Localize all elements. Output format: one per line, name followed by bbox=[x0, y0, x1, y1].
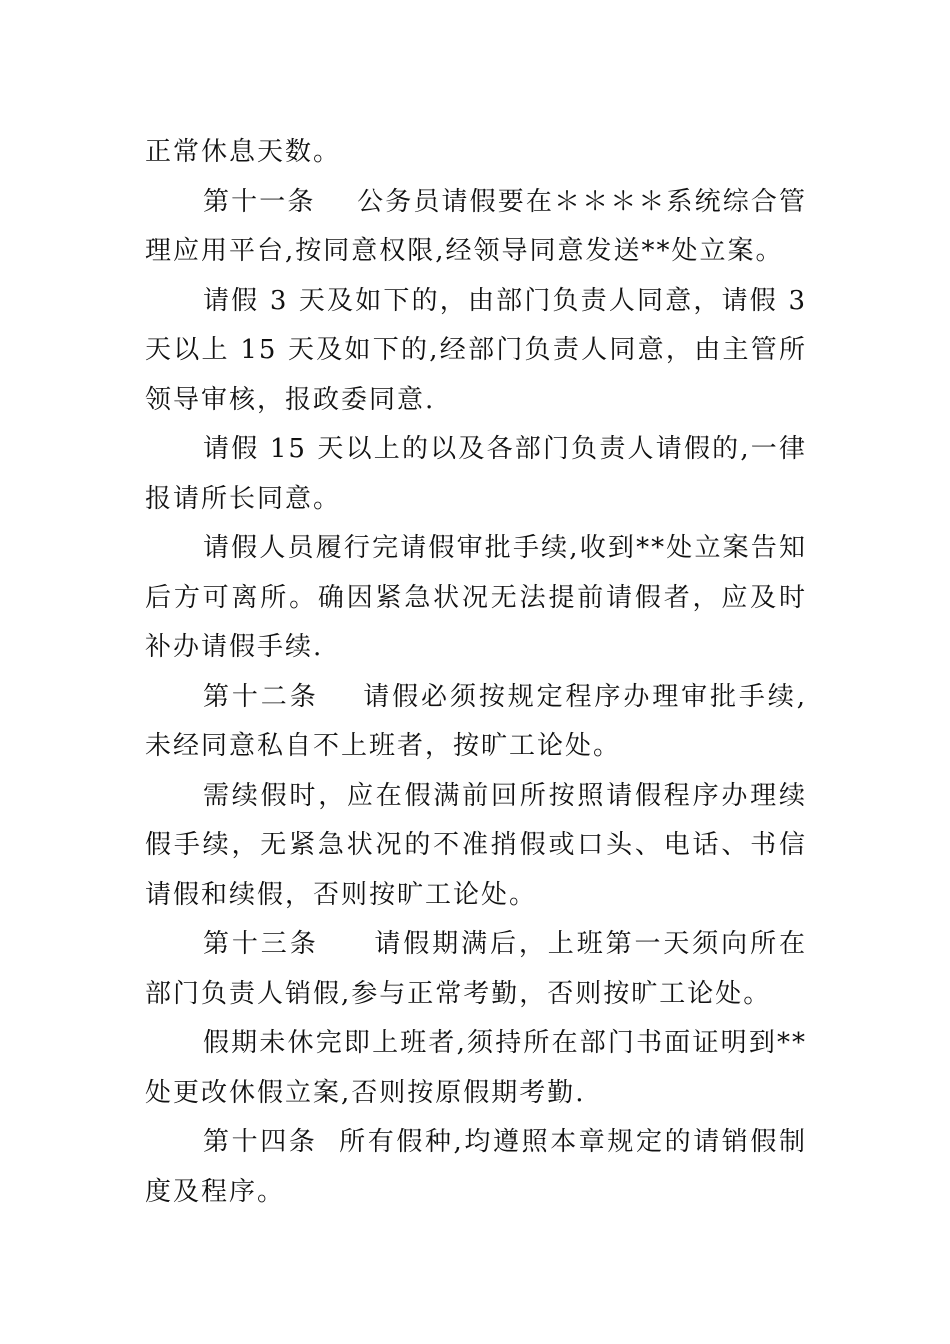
article-gap bbox=[319, 682, 364, 712]
article-heading: 第十二条 bbox=[203, 681, 319, 712]
paragraph-text: 请假 15 天以上的以及各部门负责人请假的,一律报请所长同意。 bbox=[145, 434, 807, 514]
article-14 bbox=[145, 1118, 807, 1217]
paragraph-text: 请假期满后，上班第一天须向所在部门负责人销假,参与正常考勤，否则按旷工论处。 bbox=[145, 929, 807, 1009]
article-gap bbox=[316, 187, 358, 217]
paragraph-text: 所有假种,均遵照本章规定的请销假制度及程序。 bbox=[145, 1127, 807, 1207]
article-13 bbox=[145, 920, 807, 1019]
article-gap bbox=[317, 1127, 339, 1157]
article-gap bbox=[319, 929, 375, 959]
paragraph bbox=[145, 1019, 807, 1118]
article-11 bbox=[145, 178, 807, 277]
paragraph-continuation bbox=[145, 128, 807, 178]
paragraph-text: 请假人员履行完请假审批手续,收到**处立案告知后方可离所。确因紧急状况无法提前请假者，应及时补办请假手续. bbox=[145, 533, 807, 662]
paragraph bbox=[145, 524, 807, 673]
paragraph-text: 正常休息天数。 bbox=[145, 137, 342, 167]
paragraph bbox=[145, 277, 807, 426]
article-heading: 第十一条 bbox=[203, 186, 316, 217]
article-heading: 第十三条 bbox=[203, 929, 319, 959]
paragraph bbox=[145, 772, 807, 921]
paragraph-text: 需续假时，应在假满前回所按照请假程序办理续假手续，无紧急状况的不准捎假或口头、电话、书信请假和续假，否则按旷工论处。 bbox=[145, 780, 807, 910]
paragraph-text: 假期未休完即上班者,须持所在部门书面证明到**处更改休假立案,否则按原假期考勤. bbox=[145, 1028, 807, 1108]
article-heading: 第十四条 bbox=[203, 1127, 318, 1157]
paragraph-text: 请假 3 天及如下的，由部门负责人同意，请假 3 天以上 15 天及如下的,经部门负责人同意，由主管所领导审核，报政委同意. bbox=[145, 285, 807, 415]
paragraph-text: 公务员请假要在＊＊＊＊系统综合管理应用平台,按同意权限,经领导同意发送**处立案。 bbox=[145, 186, 807, 266]
paragraph bbox=[145, 425, 807, 524]
article-12 bbox=[145, 673, 807, 772]
document-body bbox=[145, 128, 807, 1217]
paragraph-text: 请假必须按规定程序办理审批手续,未经同意私自不上班者，按旷工论处。 bbox=[145, 681, 807, 761]
